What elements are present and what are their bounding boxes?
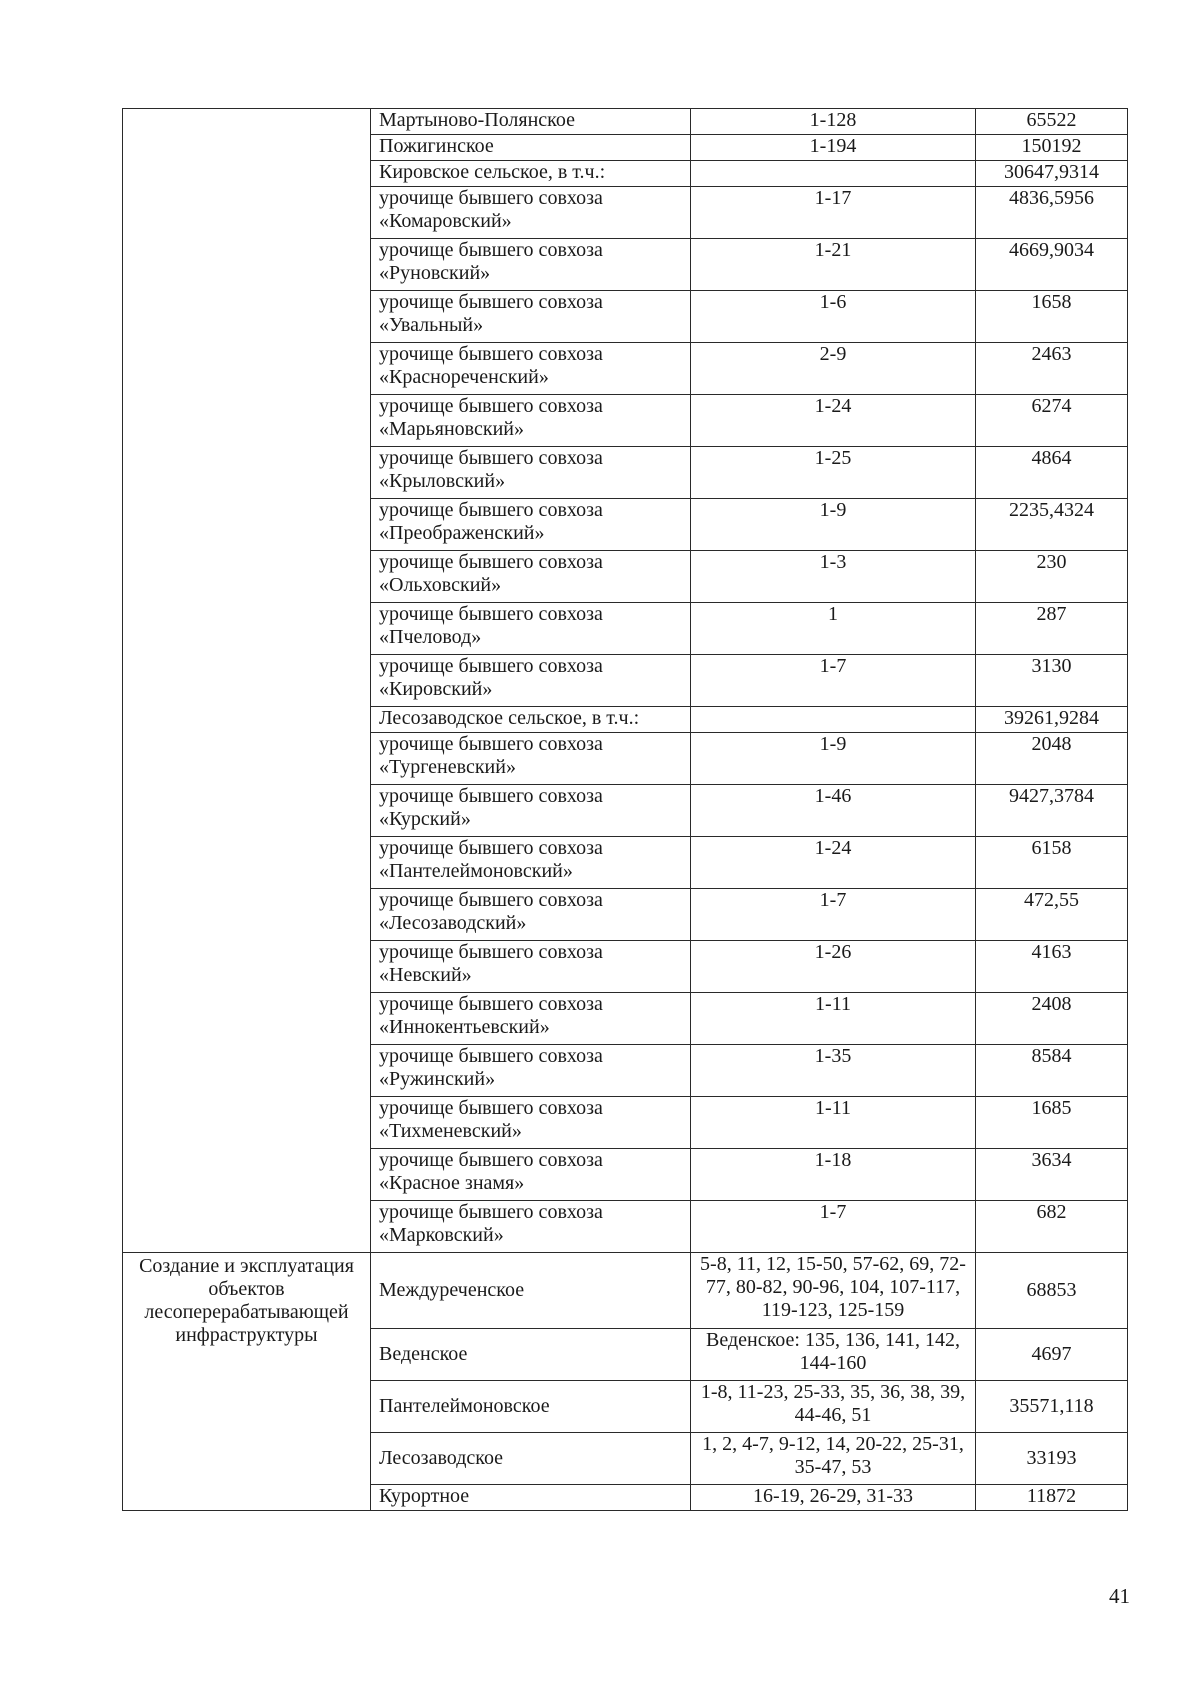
area-cell: 2463: [976, 343, 1128, 395]
area-cell: 3130: [976, 655, 1128, 707]
area-cell: 6158: [976, 837, 1128, 889]
forestry-name-cell: Пожигинское: [371, 135, 691, 161]
section1-body: [123, 109, 1128, 1253]
forestry-name-cell: Курортное: [371, 1485, 691, 1511]
forestry-name-cell: Междуреченское: [371, 1253, 691, 1329]
area-cell: 150192: [976, 135, 1128, 161]
quarters-cell: [691, 161, 976, 187]
area-cell: 39261,9284: [976, 707, 1128, 733]
quarters-cell: 1: [691, 603, 976, 655]
forestry-name-cell: урочище бывшего совхоза «Марьяновский»: [371, 395, 691, 447]
forestry-name-cell: урочище бывшего совхоза «Увальный»: [371, 291, 691, 343]
area-cell: 65522: [976, 109, 1128, 135]
area-cell: 9427,3784: [976, 785, 1128, 837]
quarters-cell: 1-26: [691, 941, 976, 993]
area-cell: 8584: [976, 1045, 1128, 1097]
forestry-name-cell: урочище бывшего совхоза «Иннокентьевский»: [371, 993, 691, 1045]
table-row: [123, 1253, 1128, 1329]
area-cell: 4163: [976, 941, 1128, 993]
quarters-cell: 1-7: [691, 889, 976, 941]
quarters-cell: 1-128: [691, 109, 976, 135]
forestry-name-cell: урочище бывшего совхоза «Тихменевский»: [371, 1097, 691, 1149]
quarters-cell: 5-8, 11, 12, 15-50, 57-62, 69, 72-77, 80-82, 90-96, 104, 107-117, 119-123, 125-159: [691, 1253, 976, 1329]
forestry-name-cell: Веденское: [371, 1329, 691, 1381]
area-cell: 2048: [976, 733, 1128, 785]
forestry-name-cell: урочище бывшего совхоза «Красное знамя»: [371, 1149, 691, 1201]
quarters-cell: 1-7: [691, 1201, 976, 1253]
area-cell: 30647,9314: [976, 161, 1128, 187]
forestry-name-cell: Лесозаводское: [371, 1433, 691, 1485]
quarters-cell: 1-46: [691, 785, 976, 837]
area-cell: 1658: [976, 291, 1128, 343]
quarters-cell: [691, 707, 976, 733]
area-cell: 4864: [976, 447, 1128, 499]
quarters-cell: 1-9: [691, 499, 976, 551]
quarters-cell: 1-7: [691, 655, 976, 707]
area-cell: 33193: [976, 1433, 1128, 1485]
table-row: [123, 109, 1128, 135]
quarters-cell: 1-24: [691, 395, 976, 447]
quarters-cell: 2-9: [691, 343, 976, 395]
area-cell: 2408: [976, 993, 1128, 1045]
quarters-cell: 1-6: [691, 291, 976, 343]
forestry-name-cell: урочище бывшего совхоза «Тургеневский»: [371, 733, 691, 785]
quarters-cell: 1-18: [691, 1149, 976, 1201]
forestry-name-cell: урочище бывшего совхоза «Руновский»: [371, 239, 691, 291]
quarters-cell: 1-11: [691, 993, 976, 1045]
quarters-cell: 1-3: [691, 551, 976, 603]
quarters-cell: 1-35: [691, 1045, 976, 1097]
forestry-name-cell: урочище бывшего совхоза «Комаровский»: [371, 187, 691, 239]
forestry-name-cell: Лесозаводское сельское, в т.ч.:: [371, 707, 691, 733]
quarters-cell: 1-11: [691, 1097, 976, 1149]
forestry-name-cell: урочище бывшего совхоза «Невский»: [371, 941, 691, 993]
quarters-cell: 1-17: [691, 187, 976, 239]
area-cell: 4836,5956: [976, 187, 1128, 239]
area-cell: 2235,4324: [976, 499, 1128, 551]
forestry-name-cell: Мартыново-Полянское: [371, 109, 691, 135]
page-number: 41: [1109, 1584, 1130, 1608]
category-cell: Создание и эксплуатация объектов лесоперерабатывающей инфраструктуры: [123, 1253, 371, 1511]
area-cell: 1685: [976, 1097, 1128, 1149]
area-cell: 68853: [976, 1253, 1128, 1329]
forestry-name-cell: Кировское сельское, в т.ч.:: [371, 161, 691, 187]
forestry-name-cell: урочище бывшего совхоза «Преображенский»: [371, 499, 691, 551]
forestry-name-cell: Пантелеймоновское: [371, 1381, 691, 1433]
area-cell: 682: [976, 1201, 1128, 1253]
area-cell: 287: [976, 603, 1128, 655]
section2-body: [123, 1253, 1128, 1511]
area-cell: 35571,118: [976, 1381, 1128, 1433]
area-cell: 11872: [976, 1485, 1128, 1511]
forestry-name-cell: урочище бывшего совхоза «Пантелеймоновский»: [371, 837, 691, 889]
quarters-cell: 1-21: [691, 239, 976, 291]
quarters-cell: 1-9: [691, 733, 976, 785]
area-cell: 230: [976, 551, 1128, 603]
area-cell: 6274: [976, 395, 1128, 447]
quarters-cell: 16-19, 26-29, 31-33: [691, 1485, 976, 1511]
quarters-cell: 1-194: [691, 135, 976, 161]
forestry-name-cell: урочище бывшего совхоза «Краснореченский»: [371, 343, 691, 395]
forestry-name-cell: урочище бывшего совхоза «Лесозаводский»: [371, 889, 691, 941]
forestry-name-cell: урочище бывшего совхоза «Кировский»: [371, 655, 691, 707]
area-cell: 4697: [976, 1329, 1128, 1381]
area-cell: 4669,9034: [976, 239, 1128, 291]
forestry-name-cell: урочище бывшего совхоза «Крыловский»: [371, 447, 691, 499]
forestry-name-cell: урочище бывшего совхоза «Ольховский»: [371, 551, 691, 603]
quarters-cell: 1-25: [691, 447, 976, 499]
category-cell-empty: [123, 109, 371, 1253]
forestry-name-cell: урочище бывшего совхоза «Пчеловод»: [371, 603, 691, 655]
forestry-table: [122, 108, 1128, 1511]
forestry-name-cell: урочище бывшего совхоза «Марковский»: [371, 1201, 691, 1253]
quarters-cell: Веденское: 135, 136, 141, 142, 144-160: [691, 1329, 976, 1381]
quarters-cell: 1-8, 11-23, 25-33, 35, 36, 38, 39, 44-46, 51: [691, 1381, 976, 1433]
quarters-cell: 1-24: [691, 837, 976, 889]
area-cell: 3634: [976, 1149, 1128, 1201]
forestry-name-cell: урочище бывшего совхоза «Курский»: [371, 785, 691, 837]
area-cell: 472,55: [976, 889, 1128, 941]
forestry-name-cell: урочище бывшего совхоза «Ружинский»: [371, 1045, 691, 1097]
quarters-cell: 1, 2, 4-7, 9-12, 14, 20-22, 25-31, 35-47, 53: [691, 1433, 976, 1485]
